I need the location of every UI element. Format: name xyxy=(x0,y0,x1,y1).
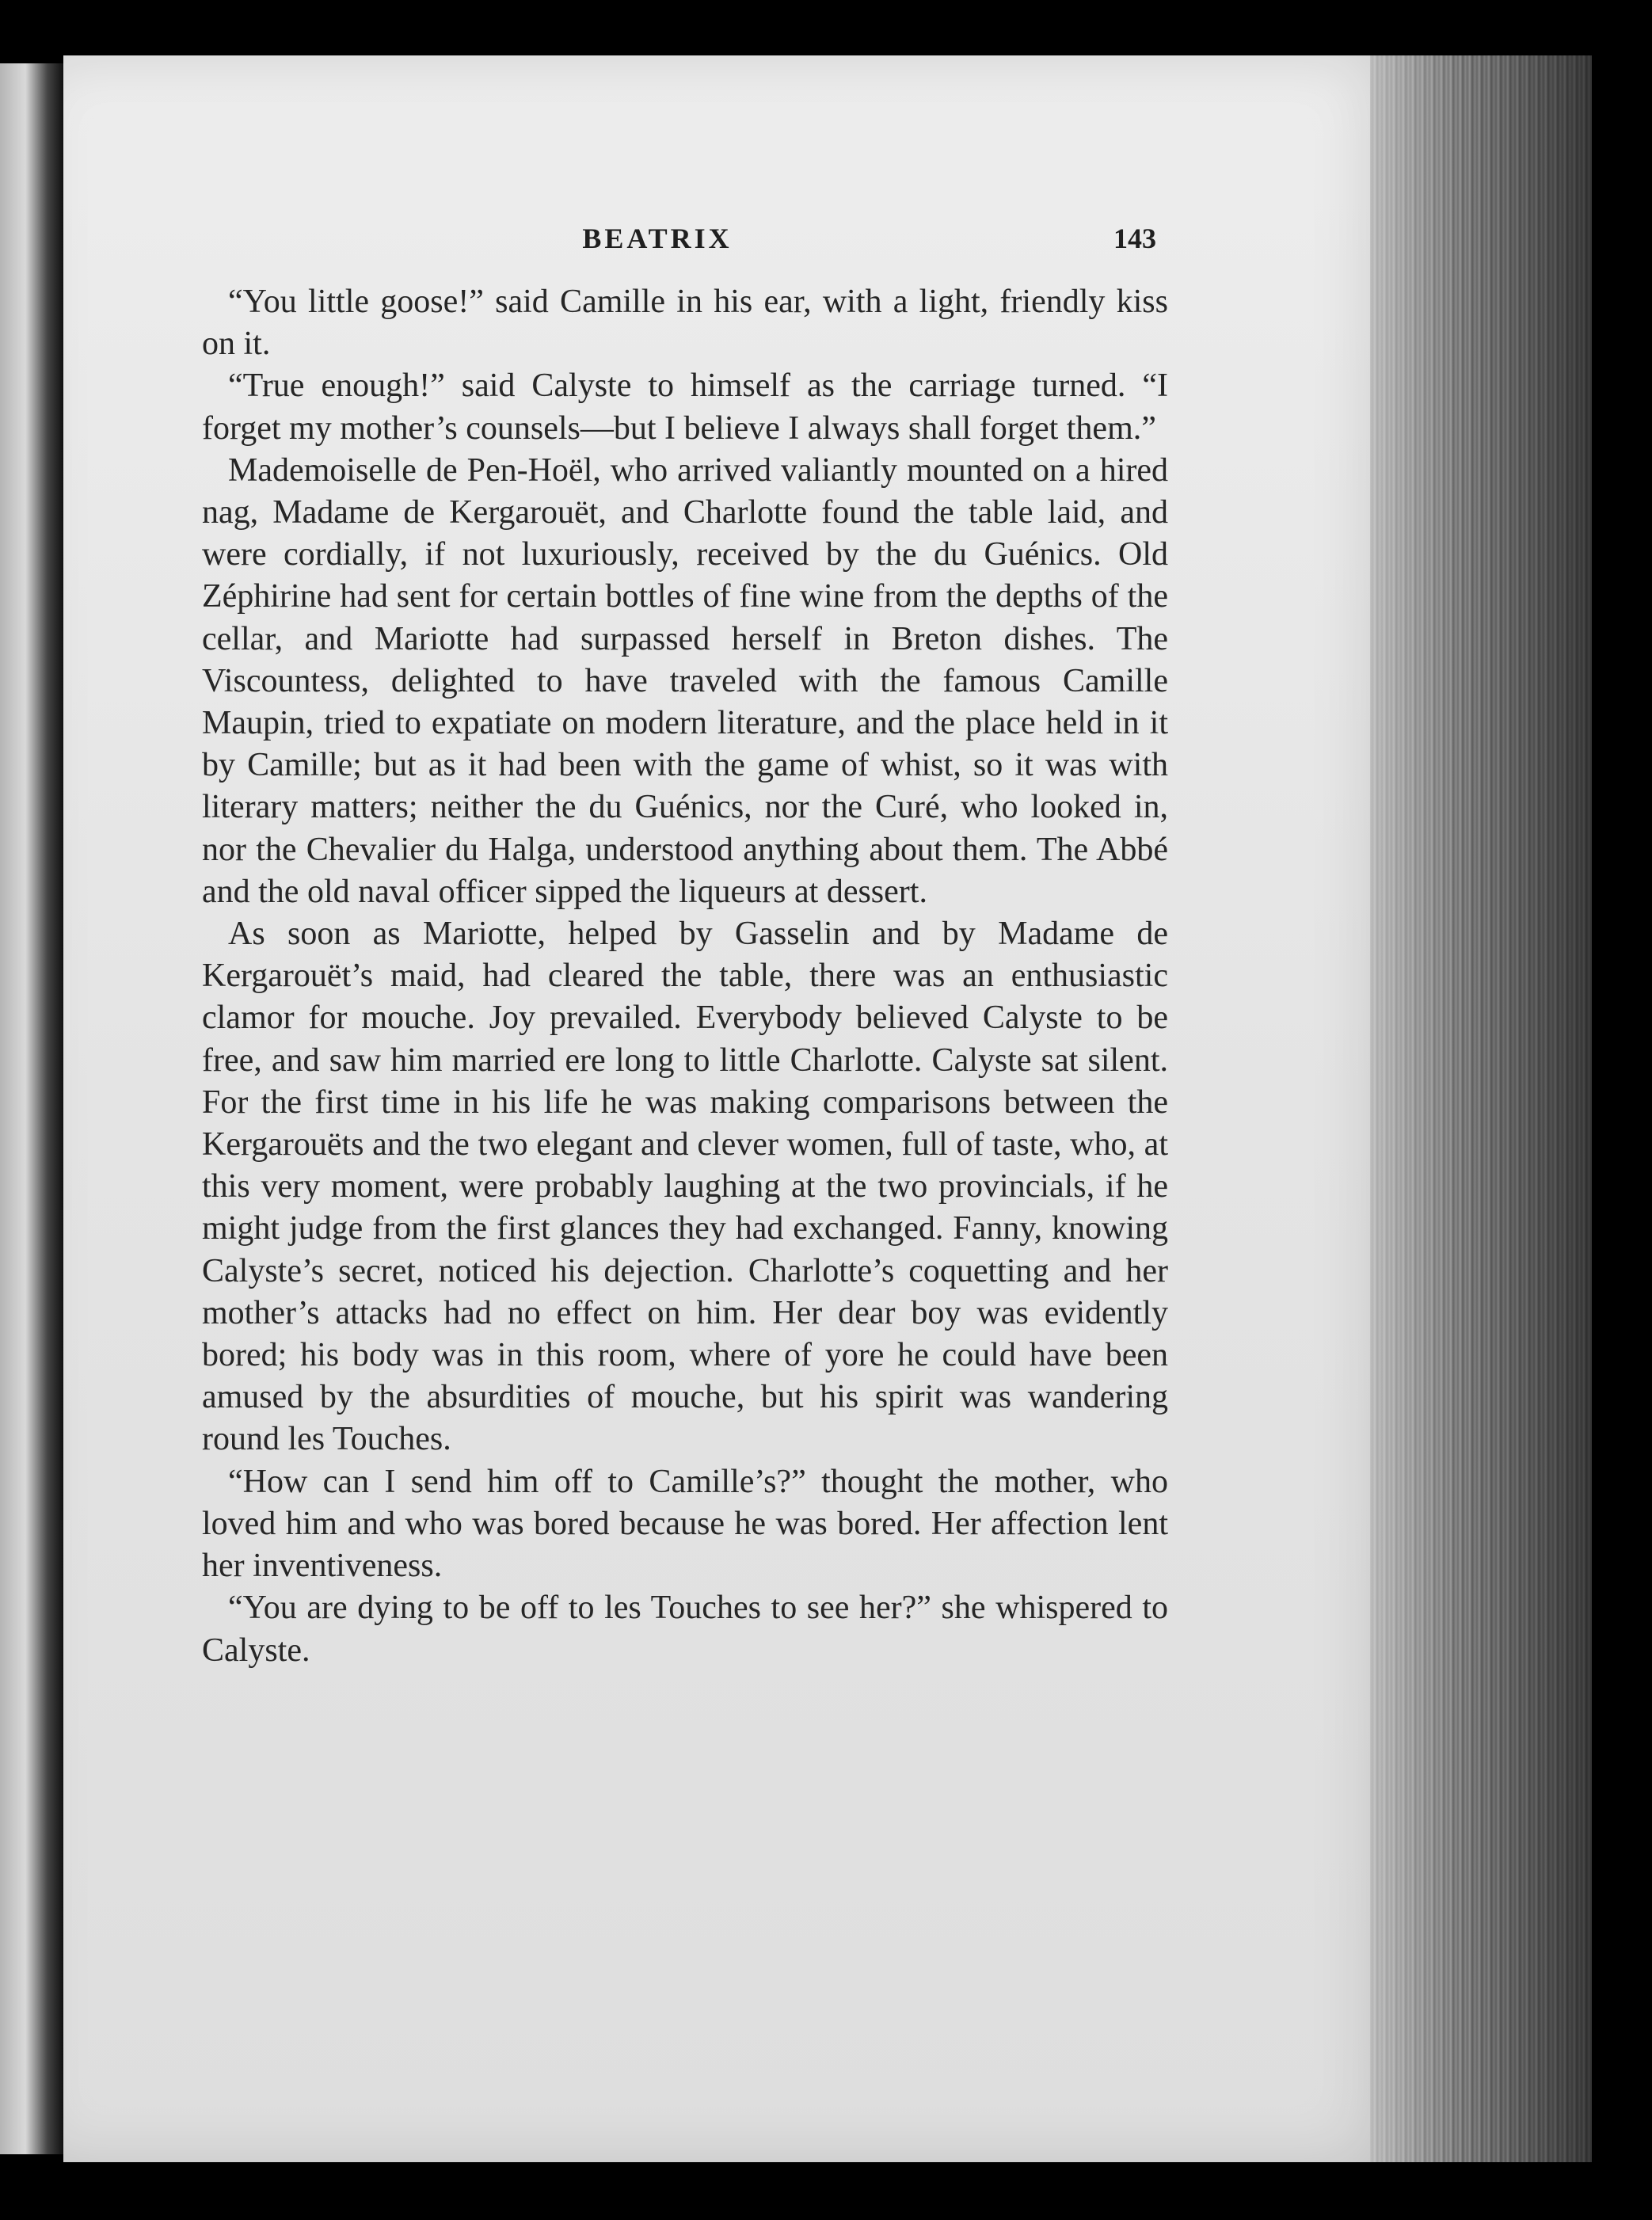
paragraph: “You little goose!” said Camille in his ear, with a light, friendly kiss on it. xyxy=(202,284,1168,363)
paragraph: “You are dying to be off to les Touches to see her?” she whispered to Calyste. xyxy=(202,1590,1168,1669)
paragraph: Mademoiselle de Pen-Hoël, who arrived valiantly mounted on a hired nag, Madame de Kergarouët, and Charlotte found the table laid, and were cordially, if not luxuriously, received by the du Guénics. Old Zéphirine had sent for certain bottles of fine wine from the depths of the cellar, and Mariotte had surpassed herself in Breton dishes. The Viscountess, delighted to have traveled with the famous Camille Maupin, tried to expatiate on modern literature, and the place held in it by Camille; but as it had been with the game of whist, so it was with literary matters; neither the du Guénics, nor the Curé, who looked in, nor the Chevalier du Halga, understood anything about them. The Abbé and the old naval officer sipped the liqueurs at dessert. xyxy=(202,451,1168,910)
facing-page-edge xyxy=(0,63,63,2154)
paragraph: “True enough!” said Calyste to himself as the carriage turned. “I forget my mother’s counsels—but I believe I always shall forget them.” xyxy=(202,367,1168,447)
page-header xyxy=(158,222,1156,261)
page-number: 143 xyxy=(1113,223,1156,254)
paragraph: As soon as Mariotte, helped by Gasselin and by Madame de Kergarouët’s maid, had cleared the table, there was an enthusiastic clamor for mouche. Joy prevailed. Everybody believed Calyste to be free, and saw him married ere long to little Charlotte. Calyste sat silent. For the first time in his life he was making comparisons between the Kergarouëts and the two elegant and clever women, full of taste, who, at this very moment, were probably laughing at the two provincials, if he might judge from the first glances they had exchanged. Fanny, knowing Calyste’s secret, noticed his dejection. Charlotte’s coquetting and her mother’s attacks had no effect on him. Her dear boy was evidently bored; his body was in this room, where of yore he could have been amused by the absurdities of mouche, but his spirit was wandering round les Touches. xyxy=(202,916,1168,1458)
body-text xyxy=(202,281,1168,1672)
paragraph: “How can I send him off to Camille’s?” thought the mother, who loved him and who was bored because he was bored. Her affection lent her inventiveness. xyxy=(202,1463,1168,1585)
page-block-edge xyxy=(1370,55,1592,2162)
running-head: BEATRIX xyxy=(582,223,733,254)
